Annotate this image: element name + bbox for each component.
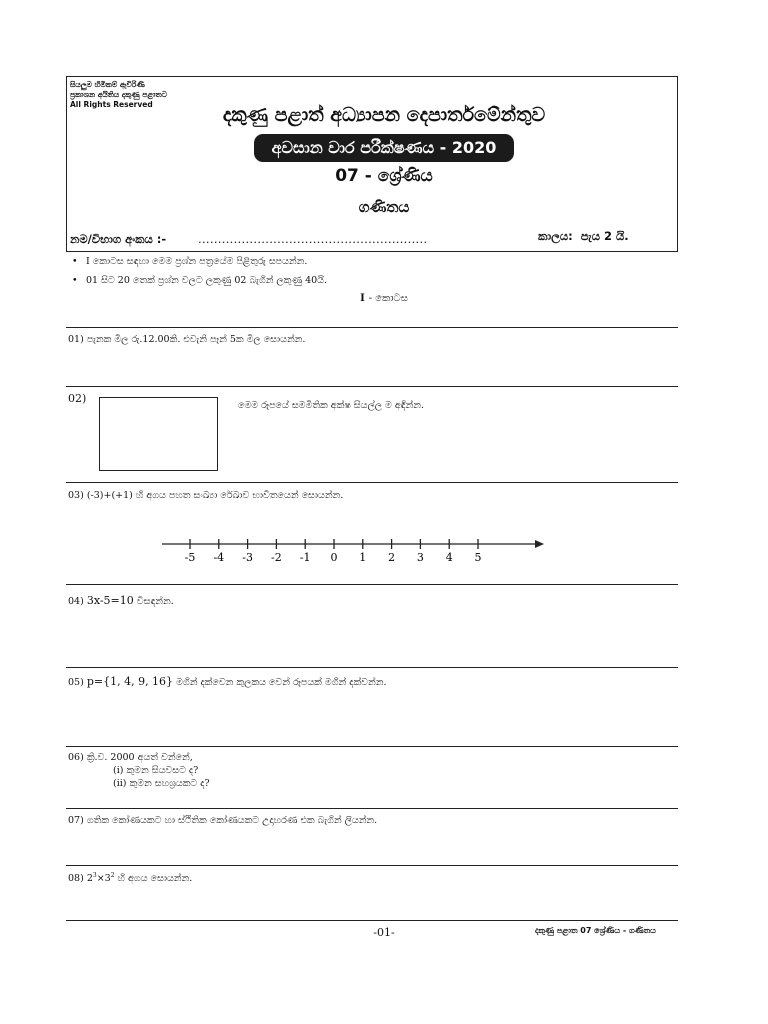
number-line-label: 2 (388, 551, 396, 564)
number-line (160, 534, 552, 568)
footer-title: දකුණු පළාත 07 ශ්‍රේණිය - ගණිතය (535, 926, 656, 935)
question-8-exponent-1: 3 (92, 872, 97, 879)
divider (66, 667, 678, 668)
question-3: 03) (-3)+(+1) හි අගය පහත සංඛ්‍යා රේඛාව භාවිතයෙන් සොයන්න. (68, 490, 344, 501)
rights-line-1: සියලුම හිමිකම් ඇවිරිණි (70, 80, 145, 89)
part-heading (0, 293, 768, 304)
divider (66, 746, 678, 747)
question-5-text: මගින් දක්වෙන කුලකය වෙන් රූපයක් මගින් දක්වන්න. (173, 677, 387, 688)
grade-label: 07 - ශ්‍රේණිය (335, 166, 433, 186)
question-5-number: 05) (68, 677, 87, 688)
divider (66, 584, 678, 585)
question-2-text: මෙම රූපයේ සමමිතික අක්ෂ සියල්ල ම අඳින්න. (238, 400, 424, 411)
divider (66, 482, 678, 483)
department-title: දකුණු පළාත් අධ්‍යාපන දෙපාර්තමේන්තුව (222, 104, 546, 126)
time-label: කාලය: (538, 229, 573, 243)
question-7: 07) ගතික කෝණයකට හා ස්ථිතික කෝණයකට උදාහරණ එක බැගින් ලියන්න. (68, 815, 378, 826)
time-value: පැය 2 යි. (580, 229, 629, 243)
number-line-label: 5 (474, 551, 482, 564)
question-8-times: ×3 (96, 873, 111, 885)
instruction-1 (72, 256, 307, 267)
exam-title-badge: අවසාන වාර පරීක්ෂණය - 2020 (254, 134, 514, 162)
rights-line-3: All Rights Reserved (70, 100, 153, 109)
divider (66, 386, 678, 387)
question-4-equation: 3x-5=10 (86, 594, 134, 607)
rectangle-figure (99, 397, 218, 471)
divider (66, 920, 678, 921)
bullet-icon: • (72, 256, 78, 267)
question-8 (68, 872, 192, 884)
number-line-label: 3 (416, 551, 424, 564)
question-8-base: 08) 2 (68, 873, 93, 885)
number-line-label: -2 (271, 551, 282, 564)
number-line-label: -5 (184, 551, 196, 564)
part-label: - කොටස (368, 293, 408, 304)
question-6: 06) ක්‍රි.ව. 2000 අයත් වන්නේ, (68, 752, 193, 763)
number-line-label: 0 (330, 551, 338, 564)
number-line-label: -3 (242, 551, 253, 564)
question-6-part-i: (i) කුමන සියවසට ද? (113, 765, 199, 776)
question-8-text: හි අගය සොයන්න. (114, 873, 193, 885)
name-index-label: නම/විභාග අංකය :- (70, 232, 167, 246)
question-2-number: 02) (68, 392, 87, 405)
time-allowed (538, 229, 629, 244)
number-line-label: 1 (359, 551, 367, 564)
number-line-label: -4 (213, 551, 225, 564)
instruction-text: 01 සිට 20 තෙක් ප්‍රශ්න වලට ලකුණු 02 බැගින් ලකුණු 40යි. (86, 275, 328, 286)
name-index-field[interactable]: .......................................................... (198, 232, 428, 246)
rights-line-2: ප්‍රකාශන අයිතිය දකුණු පළාතට (70, 90, 168, 99)
part-roman: I (360, 293, 365, 304)
page-number: -01- (373, 926, 395, 939)
number-line-label: -1 (299, 551, 311, 564)
divider (66, 327, 678, 328)
question-4-text: විසඳන්න. (133, 596, 174, 607)
question-6-part-ii: (ii) කුමන සහශ්‍රයකට ද? (113, 778, 210, 789)
arrow-right-icon (535, 540, 544, 548)
divider (66, 865, 678, 866)
question-8-exponent-2: 2 (110, 872, 115, 879)
number-line-label: 4 (445, 551, 453, 564)
question-1: 01) පැනක මිල රු.12.00කි. එවැනි පෑන් 5ක මිල සොයන්න. (68, 334, 306, 345)
instruction-2 (72, 275, 327, 286)
question-4-number: 04) (68, 596, 87, 607)
bullet-icon: • (72, 275, 78, 286)
question-4 (68, 594, 174, 607)
divider (66, 808, 678, 809)
subject-label: ගණිතය (358, 198, 410, 216)
instruction-text: I කොටස සඳහා මෙම ප්‍රශ්න පත්‍රයේම පිළිතුරු සපයන්න. (86, 256, 308, 267)
question-5-set: p={1, 4, 9, 16} (86, 675, 174, 688)
question-5 (68, 675, 386, 688)
